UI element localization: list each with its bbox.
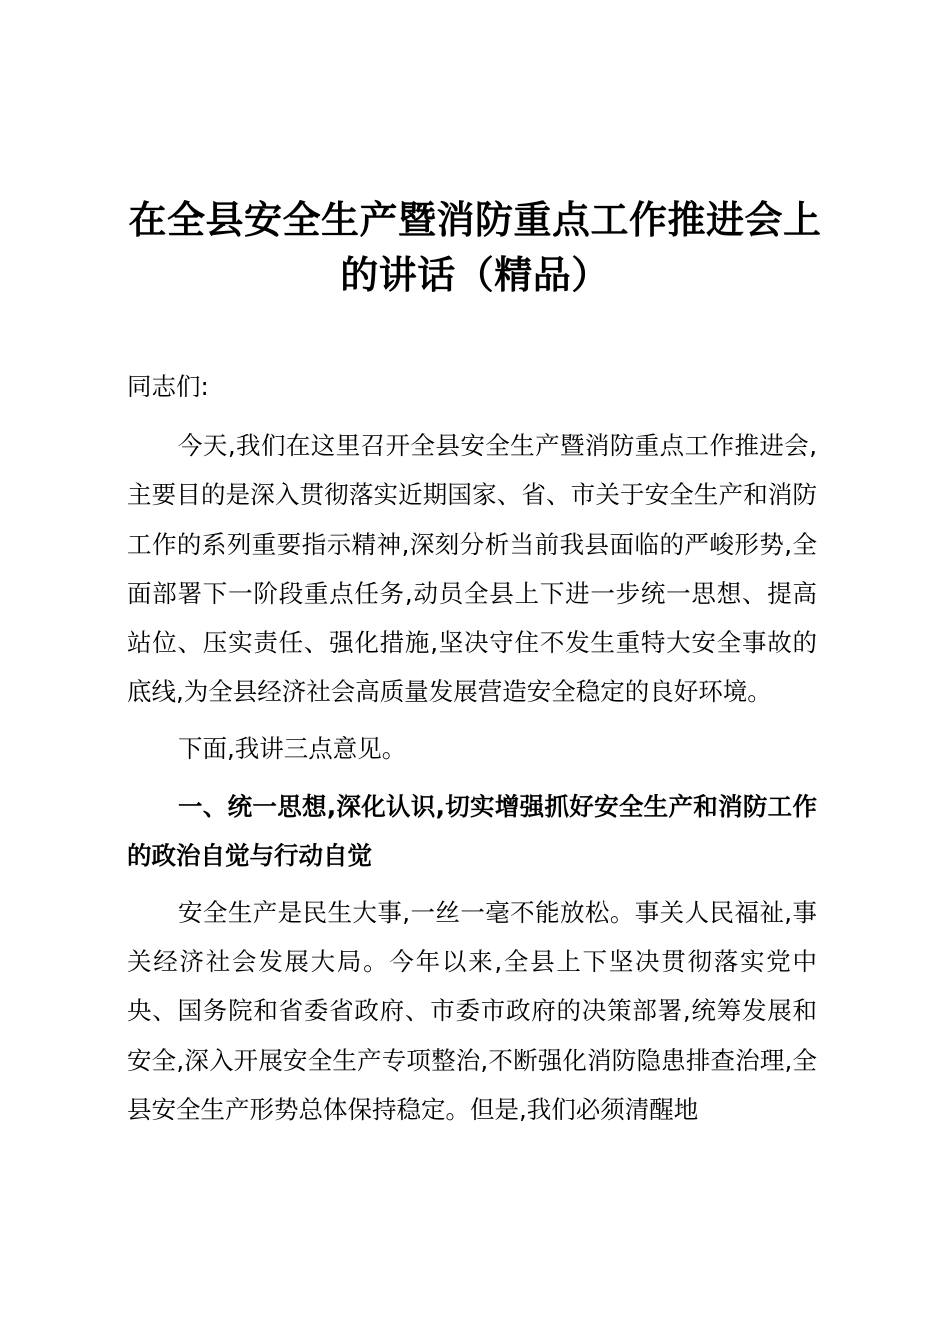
document-body xyxy=(127,362,817,1142)
section-paragraph: 安全生产是民生大事,一丝一毫不能放松。事关人民福祉,事关经济社会发展大局。今年以来,全县上下坚决贯彻落实党中央、国务院和省委省政府、市委市政府的决策部署,统筹发展和安全,深入开展安全生产专项整治,不断强化消防隐患排查治理,全县安全生产形势总体保持稳定。但是,我们必须清醒地 xyxy=(127,898,817,1124)
section-heading: 一、统一思想,深化认识,切实增强抓好安全生产和消防工作的政治自觉与行动自觉 xyxy=(127,791,817,870)
salutation: 同志们: xyxy=(127,372,209,401)
paragraph-opening: 今天,我们在这里召开全县安全生产暨消防重点工作推进会,主要目的是深入贯彻落实近期国家、省、市关于安全生产和消防工作的系列重要指示精神,深刻分析当前我县面临的严峻形势,全面部署下一阶段重点任务,动员全县上下进一步统一思想、提高站位、压实责任、强化措施,坚决守住不发生重特大安全事故的底线,为全县经济社会高质量发展营造安全稳定的良好环境。 xyxy=(127,431,817,707)
document-title: 在全县安全生产暨消防重点工作推进会上的讲话（精品） xyxy=(128,197,822,297)
paragraph-intro: 下面,我讲三点意见。 xyxy=(178,734,407,764)
